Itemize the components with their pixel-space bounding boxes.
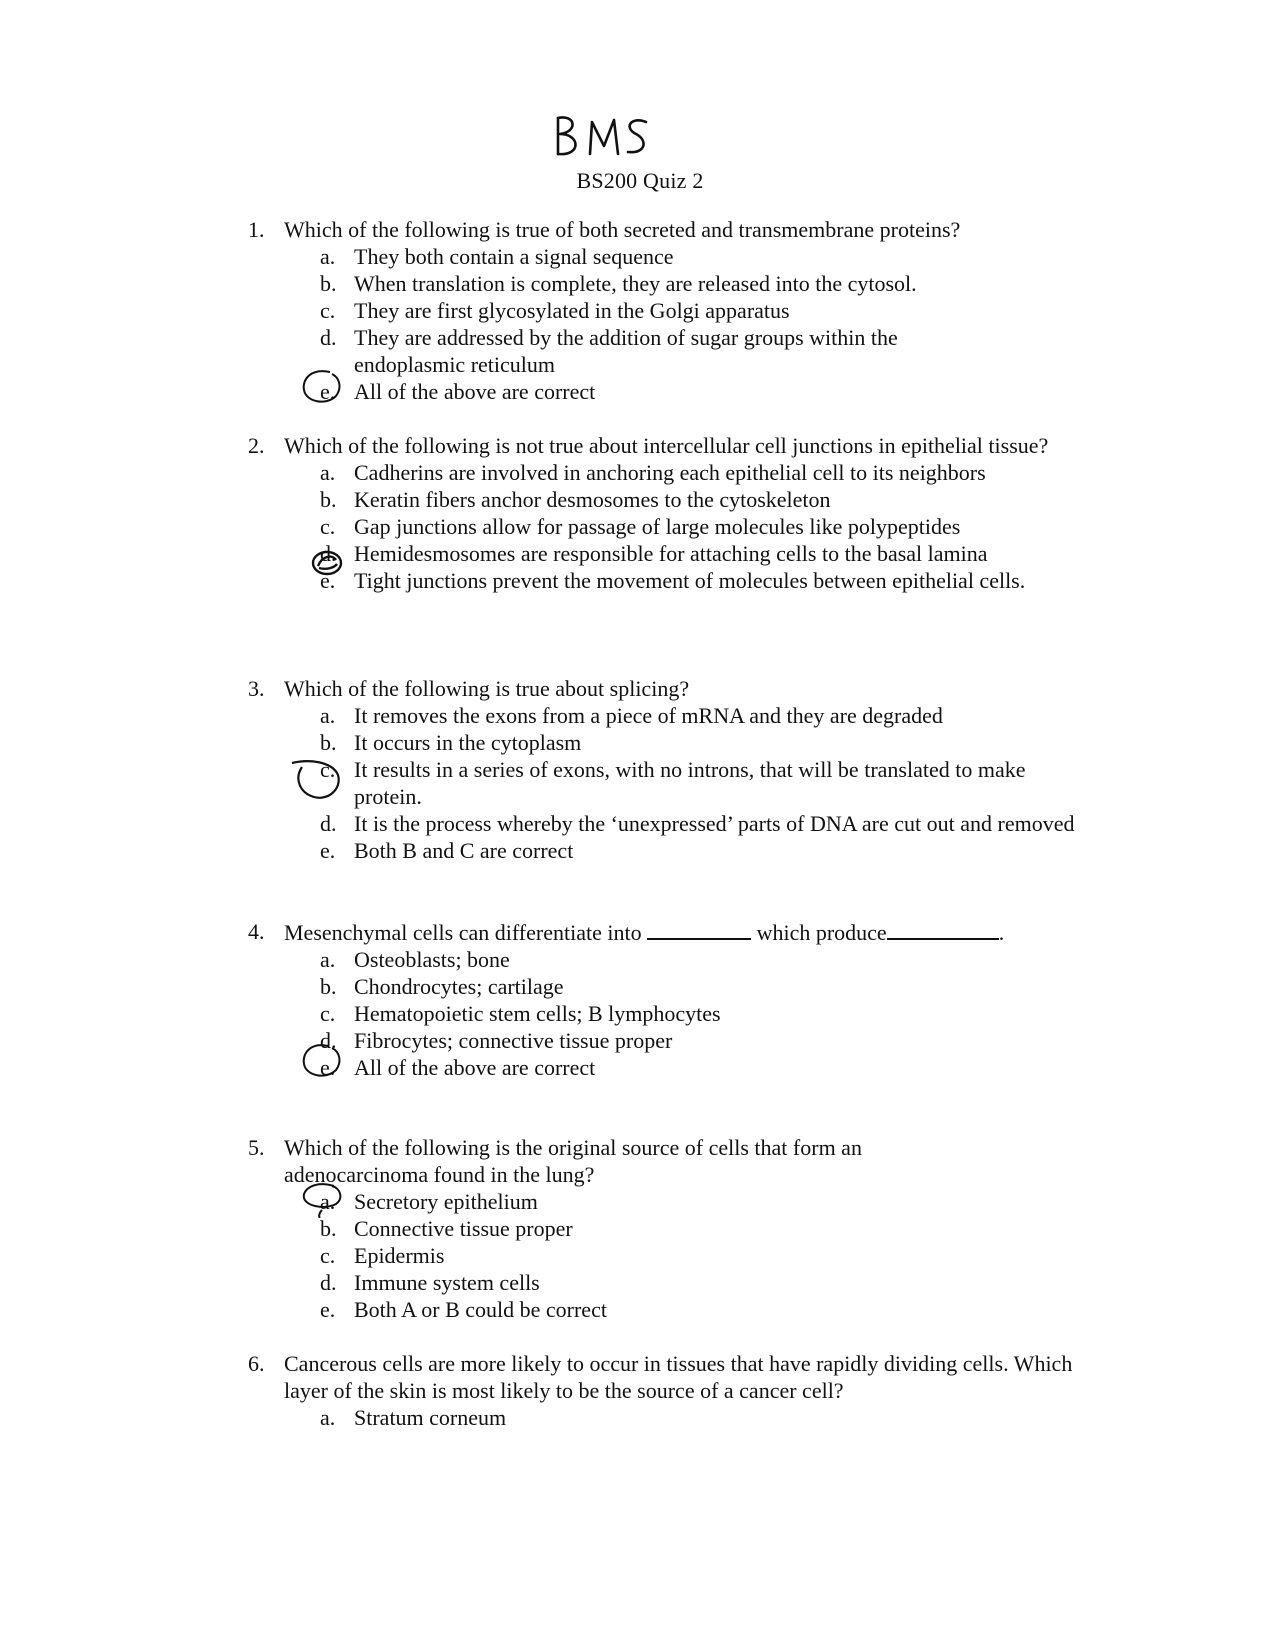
option-b[interactable] bbox=[320, 1215, 1078, 1242]
option-letter: e. bbox=[320, 1297, 336, 1322]
option-letter: d. bbox=[320, 325, 337, 350]
option-text: Keratin fibers anchor desmosomes to the cytoskeleton bbox=[354, 487, 831, 512]
option-letter: a. bbox=[320, 703, 336, 728]
option-letter: c. bbox=[320, 757, 336, 782]
option-c[interactable] bbox=[320, 1000, 1078, 1027]
option-e[interactable] bbox=[320, 567, 1078, 594]
handwritten-initials bbox=[550, 112, 690, 158]
option-c[interactable] bbox=[320, 1242, 1078, 1269]
option-c[interactable] bbox=[320, 756, 1078, 810]
option-text: All of the above are correct bbox=[354, 379, 596, 404]
option-letter: b. bbox=[320, 974, 337, 999]
option-text: It removes the exons from a piece of mRNA and they are degraded bbox=[354, 703, 943, 728]
question-text: Which of the following is true of both secreted and transmembrane proteins? bbox=[284, 217, 961, 242]
option-letter: e. bbox=[320, 838, 336, 863]
question-text: Which of the following is the original source of cells that form an adenocarcinoma found in the lung? bbox=[284, 1135, 862, 1187]
option-a[interactable] bbox=[320, 702, 1078, 729]
option-text: They are addressed by the addition of sugar groups within the endoplasmic reticulum bbox=[354, 325, 898, 377]
option-a[interactable] bbox=[320, 1404, 1098, 1431]
question-number: 2. bbox=[248, 433, 265, 458]
question-text: Cancerous cells are more likely to occur in tissues that have rapidly dividing cells. Which layer of the skin is most likely to be the source of a cancer cell? bbox=[284, 1351, 1073, 1403]
option-letter: a. bbox=[320, 947, 336, 972]
option-a[interactable] bbox=[320, 243, 1078, 270]
option-letter: e. bbox=[320, 1055, 336, 1080]
question-text-after: . bbox=[998, 920, 1005, 945]
option-c[interactable] bbox=[320, 513, 1078, 540]
option-text: They both contain a signal sequence bbox=[354, 244, 674, 269]
option-a[interactable] bbox=[320, 1188, 1078, 1215]
option-d[interactable] bbox=[320, 540, 1078, 567]
option-text: Connective tissue proper bbox=[354, 1216, 573, 1241]
option-letter: c. bbox=[320, 298, 336, 323]
option-letter: c. bbox=[320, 514, 336, 539]
option-b[interactable] bbox=[320, 486, 1078, 513]
question-text-middle: which produce bbox=[756, 920, 887, 945]
option-letter: c. bbox=[320, 1001, 336, 1026]
option-a[interactable] bbox=[320, 459, 1078, 486]
option-d[interactable] bbox=[320, 810, 1078, 837]
quiz-title: BS200 Quiz 2 bbox=[576, 168, 704, 193]
question-6 bbox=[248, 1350, 1098, 1431]
option-letter: a. bbox=[320, 1405, 336, 1430]
option-text: Epidermis bbox=[354, 1243, 445, 1268]
option-text: When translation is complete, they are released into the cytosol. bbox=[354, 271, 917, 296]
question-text bbox=[284, 918, 1078, 946]
option-text: Both A or B could be correct bbox=[354, 1297, 607, 1322]
option-text: Tight junctions prevent the movement of molecules between epithelial cells. bbox=[354, 568, 1026, 593]
option-letter: d. bbox=[320, 1028, 337, 1053]
answer-blank-2[interactable] bbox=[887, 918, 999, 940]
option-letter: a. bbox=[320, 244, 336, 269]
question-4 bbox=[248, 918, 1078, 1081]
question-1 bbox=[248, 216, 1078, 405]
option-b[interactable] bbox=[320, 270, 1078, 297]
option-text: Cadherins are involved in anchoring each epithelial cell to its neighbors bbox=[354, 460, 986, 485]
question-text: Which of the following is not true about intercellular cell junctions in epithelial tissue? bbox=[284, 433, 1049, 458]
option-letter: b. bbox=[320, 1216, 337, 1241]
option-e[interactable] bbox=[320, 1296, 1078, 1323]
question-number: 4. bbox=[248, 919, 265, 944]
option-b[interactable] bbox=[320, 729, 1078, 756]
option-text: It is the process whereby the ‘unexpressed’ parts of DNA are cut out and removed bbox=[354, 811, 1075, 836]
option-letter: b. bbox=[320, 271, 337, 296]
option-c[interactable] bbox=[320, 297, 1078, 324]
option-letter: b. bbox=[320, 487, 337, 512]
option-letter: a. bbox=[320, 1189, 336, 1214]
option-letter: d. bbox=[320, 811, 337, 836]
option-text: Fibrocytes; connective tissue proper bbox=[354, 1028, 673, 1053]
option-d[interactable] bbox=[320, 1269, 1078, 1296]
option-text: Stratum corneum bbox=[354, 1405, 507, 1430]
option-text: Secretory epithelium bbox=[354, 1189, 538, 1214]
question-number: 5. bbox=[248, 1135, 265, 1160]
option-text: They are first glycosylated in the Golgi apparatus bbox=[354, 298, 790, 323]
option-e[interactable] bbox=[320, 378, 1078, 405]
option-letter: d. bbox=[320, 541, 337, 566]
option-text: Osteoblasts; bone bbox=[354, 947, 510, 972]
option-text: Gap junctions allow for passage of large molecules like polypeptides bbox=[354, 514, 961, 539]
option-letter: a. bbox=[320, 460, 336, 485]
option-text: Hemidesmosomes are responsible for attaching cells to the basal lamina bbox=[354, 541, 988, 566]
option-text: Both B and C are correct bbox=[354, 838, 574, 863]
option-letter: c. bbox=[320, 1243, 336, 1268]
question-number: 1. bbox=[248, 217, 265, 242]
option-text: Chondrocytes; cartilage bbox=[354, 974, 564, 999]
option-b[interactable] bbox=[320, 973, 1078, 1000]
question-number: 3. bbox=[248, 676, 265, 701]
answer-blank-1[interactable] bbox=[647, 918, 751, 940]
option-d[interactable] bbox=[320, 1027, 1078, 1054]
option-letter: b. bbox=[320, 730, 337, 755]
option-text: It occurs in the cytoplasm bbox=[354, 730, 582, 755]
option-text: All of the above are correct bbox=[354, 1055, 596, 1080]
option-text: Hematopoietic stem cells; B lymphocytes bbox=[354, 1001, 721, 1026]
question-text-before: Mesenchymal cells can differentiate into bbox=[284, 920, 642, 945]
option-text: It results in a series of exons, with no introns, that will be translated to make protein. bbox=[354, 757, 1026, 809]
option-a[interactable] bbox=[320, 946, 1078, 973]
question-3 bbox=[248, 675, 1078, 864]
option-letter: e. bbox=[320, 379, 336, 404]
option-d[interactable] bbox=[320, 324, 1078, 378]
question-number: 6. bbox=[248, 1351, 265, 1376]
question-text: Which of the following is true about splicing? bbox=[284, 676, 690, 701]
option-text: Immune system cells bbox=[354, 1270, 540, 1295]
question-5 bbox=[248, 1134, 1078, 1323]
option-letter: e. bbox=[320, 568, 336, 593]
option-e[interactable] bbox=[320, 1054, 1078, 1081]
option-e[interactable] bbox=[320, 837, 1078, 864]
question-2 bbox=[248, 432, 1078, 594]
option-letter: d. bbox=[320, 1270, 337, 1295]
